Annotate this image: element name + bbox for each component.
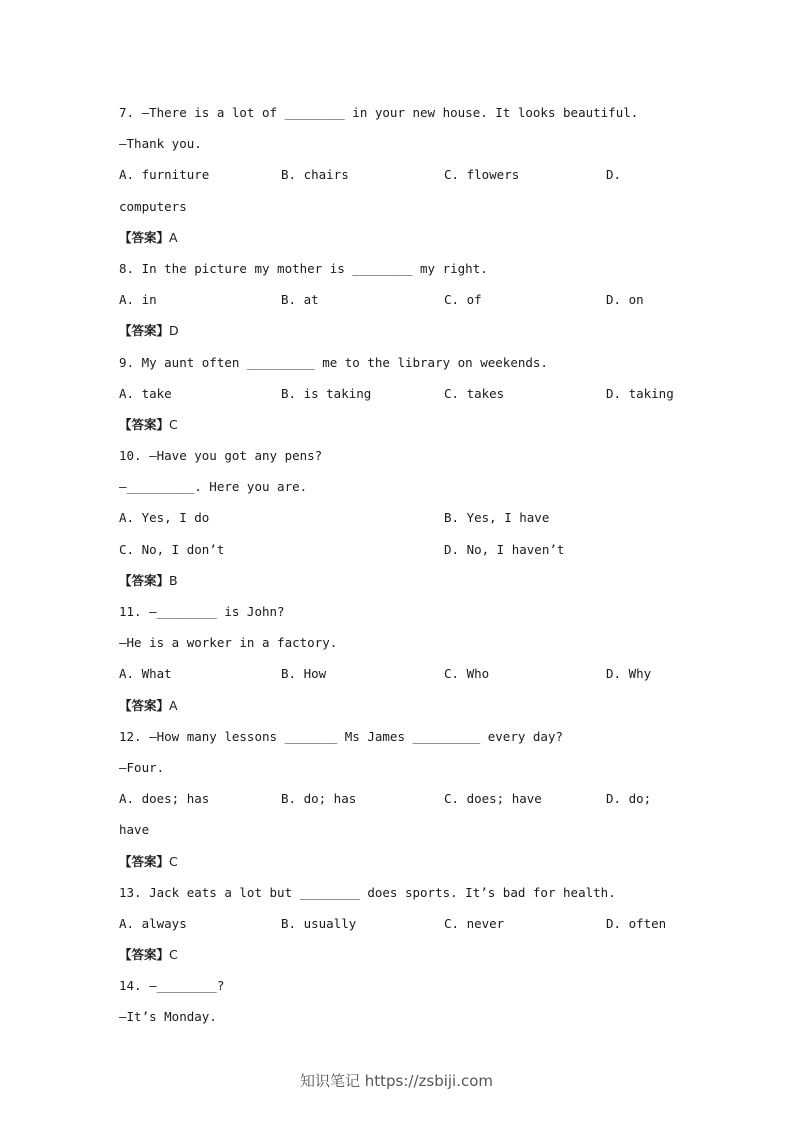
option-c: C. never [444, 915, 505, 931]
answer-label: 【答案】 [119, 853, 170, 869]
answer-value: C [169, 947, 178, 963]
question-8-answer [119, 321, 699, 352]
exam-content [119, 103, 699, 1039]
option-d: D. often [606, 915, 667, 931]
option-a: A. always [119, 915, 187, 931]
footer-watermark: 知识笔记 https://zsbiji.com [299, 1072, 494, 1090]
option-b: B. chairs [281, 167, 349, 183]
answer-label: 【答案】 [119, 572, 170, 588]
question-9-answer [119, 415, 699, 446]
answer-label: 【答案】 [119, 697, 170, 713]
option-b: B. at [281, 292, 319, 308]
question-8-stem: 8. In the picture my mother is ________ my right. [119, 260, 488, 276]
answer-value: C [169, 853, 178, 869]
option-b: B. usually [281, 915, 357, 931]
option-b: B. Yes, I have [444, 510, 550, 526]
answer-value: D [169, 323, 179, 339]
question-13-stem: 13. Jack eats a lot but ________ does sports. It’s bad for health. [119, 884, 616, 900]
question-13-answer [119, 945, 699, 976]
option-a: A. Yes, I do [119, 510, 210, 526]
question-12-reply: —Four. [119, 759, 165, 775]
option-d: D. Why [606, 666, 652, 682]
question-12-answer [119, 852, 699, 883]
question-8-options [119, 290, 699, 321]
option-b: B. do; has [281, 791, 357, 807]
answer-value: A [169, 229, 178, 245]
option-c: C. No, I don’t [119, 541, 225, 557]
answer-value: C [169, 416, 178, 432]
question-10-options-row1 [119, 508, 699, 539]
question-13-options [119, 914, 699, 945]
question-11-answer [119, 696, 699, 727]
question-10-options-row2 [119, 540, 699, 571]
question-7-reply: —Thank you. [119, 136, 202, 152]
question-11-reply: —He is a worker in a factory. [119, 635, 338, 651]
option-a: A. in [119, 292, 157, 308]
question-10-reply: —_________. Here you are. [119, 479, 308, 495]
answer-label: 【答案】 [119, 323, 170, 339]
question-7-stem: 7. —There is a lot of ________ in your new house. It looks beautiful. [119, 105, 639, 120]
option-b: B. How [281, 666, 327, 682]
answer-label: 【答案】 [119, 416, 170, 432]
option-b: B. is taking [281, 385, 372, 401]
question-10-answer [119, 571, 699, 602]
question-9-options [119, 384, 699, 415]
option-d: D. on [606, 292, 644, 308]
option-d: D. taking [606, 385, 674, 401]
answer-label: 【答案】 [119, 947, 170, 963]
question-11-options [119, 664, 699, 695]
option-d: D. [606, 167, 622, 183]
option-a: A. What [119, 666, 172, 682]
option-a: A. furniture [119, 167, 210, 183]
answer-value: B [169, 572, 178, 588]
question-7-answer [119, 228, 699, 259]
question-10-stem: 10. —Have you got any pens? [119, 448, 323, 464]
question-14-stem: 14. —________? [119, 978, 225, 994]
option-c: C. Who [444, 666, 490, 682]
option-c: C. takes [444, 385, 505, 401]
question-7-options [119, 165, 699, 196]
answer-label: 【答案】 [119, 229, 170, 245]
question-12-stem: 12. —How many lessons _______ Ms James _________ every day? [119, 728, 564, 744]
option-c: C. of [444, 292, 482, 308]
option-d-continued: have [119, 822, 150, 838]
question-12-options [119, 789, 699, 820]
option-d: D. do; [606, 791, 652, 807]
option-c: C. does; have [444, 791, 542, 807]
question-9-stem: 9. My aunt often _________ me to the library on weekends. [119, 354, 548, 370]
option-a: A. take [119, 385, 172, 401]
option-c: C. flowers [444, 167, 520, 183]
answer-value: A [169, 697, 178, 713]
option-d: D. No, I haven’t [444, 541, 565, 557]
question-11-stem: 11. —________ is John? [119, 604, 285, 619]
option-d-continued: computers [119, 198, 187, 214]
question-14-reply: —It’s Monday. [119, 1009, 217, 1025]
option-a: A. does; has [119, 791, 210, 807]
